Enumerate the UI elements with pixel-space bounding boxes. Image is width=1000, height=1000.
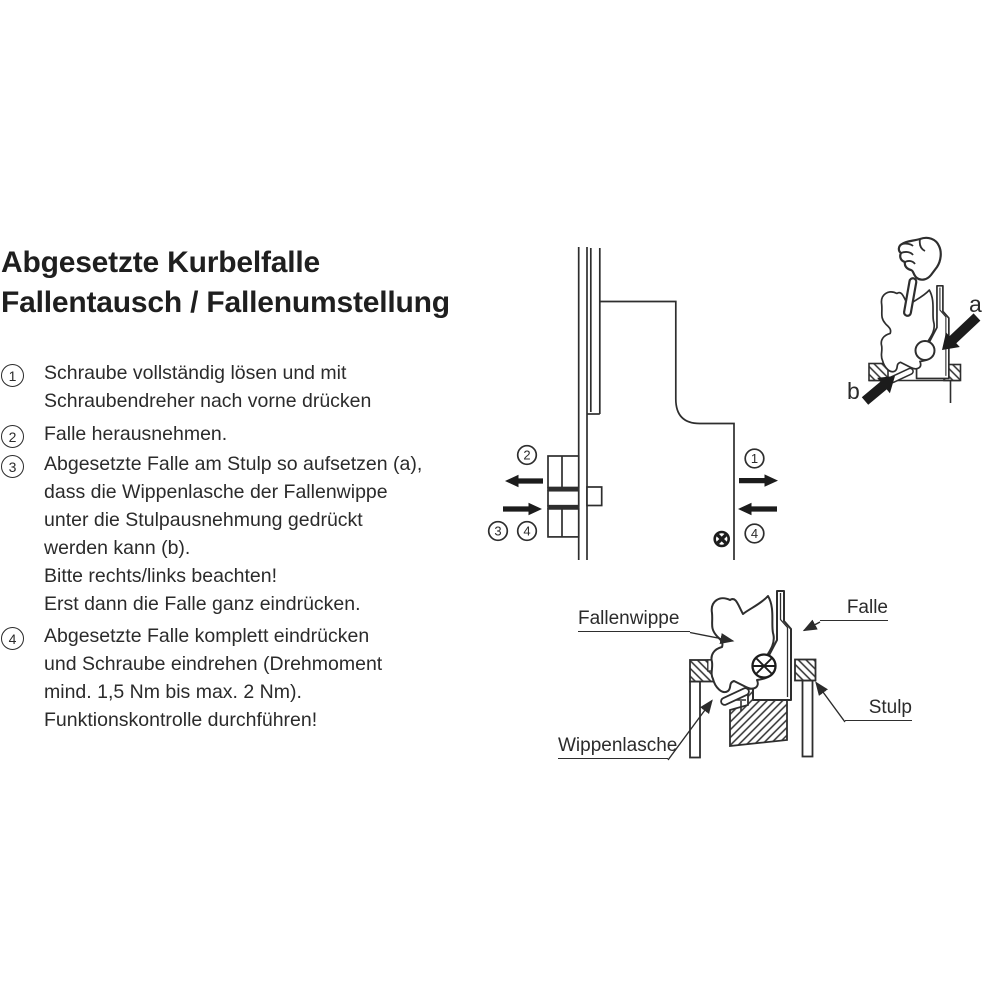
step-1-text xyxy=(44,359,371,415)
step-4-line: Abgesetzte Falle komplett eindrücken xyxy=(44,625,370,647)
label-a: a xyxy=(969,291,982,317)
callout-4-right: 4 xyxy=(750,526,759,541)
callout-4-left: 4 xyxy=(523,523,531,539)
step-4-number: 4 xyxy=(1,627,24,650)
label-wippenlasche: Wippenlasche xyxy=(558,735,668,759)
step-1-line: Schraubendreher nach vorne drücken xyxy=(44,390,372,412)
step-4-line: mind. 1,5 Nm bis max. 2 Nm). xyxy=(44,681,302,703)
step-3-line: Bitte rechts/links beachten! xyxy=(44,565,278,587)
leader-falle xyxy=(804,622,820,631)
screw-icon xyxy=(715,532,729,546)
title-line-2: Fallentausch / Fallenumstellung xyxy=(1,286,450,319)
latch-tail-stub xyxy=(587,487,602,506)
insertion-diagram xyxy=(843,233,1000,428)
step-1-number: 1 xyxy=(1,364,24,387)
leader-stulp xyxy=(816,683,845,723)
step-1-line: Schraube vollständig lösen und mit xyxy=(44,362,347,384)
arrow-right-in-icon xyxy=(503,503,542,515)
step-3-line: unter die Stulpausnehmung gedrückt xyxy=(44,509,363,531)
step-2-line: Falle herausnehmen. xyxy=(44,423,228,445)
step-callouts xyxy=(489,446,764,543)
lock-case-outline xyxy=(600,302,734,561)
latch-shape-small xyxy=(881,286,949,384)
screw-hole xyxy=(916,341,935,360)
step-3-line: werden kann (b). xyxy=(44,537,191,559)
label-stulp: Stulp xyxy=(845,697,912,721)
step-3-line: dass die Wippenlasche der Fallenwippe xyxy=(44,481,388,503)
label-falle: Falle xyxy=(820,597,888,621)
label-fallenwippe: Fallenwippe xyxy=(578,608,690,632)
step-4-line: und Schraube eindrehen (Drehmoment xyxy=(44,653,383,675)
step-3-line: Erst dann die Falle ganz eindrücken. xyxy=(44,593,361,615)
latch-front-view xyxy=(547,456,602,537)
stulp-profile-lines xyxy=(579,247,734,560)
step-2-number: 2 xyxy=(1,425,24,448)
callout-3: 3 xyxy=(494,523,502,539)
step-3-text xyxy=(44,450,422,618)
step-4-text xyxy=(44,622,382,734)
callout-2: 2 xyxy=(523,447,531,463)
step-3-line: Abgesetzte Falle am Stulp so aufsetzen (a), xyxy=(44,453,423,475)
page-title xyxy=(1,243,450,323)
arrow-right-out-icon xyxy=(739,474,778,486)
title-line-1: Abgesetzte Kurbelfalle xyxy=(1,246,321,279)
arrow-left-in-icon xyxy=(738,503,777,515)
step-4-line: Funktionskontrolle durchführen! xyxy=(44,709,318,731)
step-2-text xyxy=(44,420,227,448)
arrow-left-out-icon xyxy=(505,475,543,487)
callout-1: 1 xyxy=(750,451,759,466)
label-b: b xyxy=(847,378,860,404)
step-3-number: 3 xyxy=(1,455,24,478)
screw-cross-icon xyxy=(753,655,776,678)
latch-shape xyxy=(711,591,791,706)
direction-arrows xyxy=(503,474,778,515)
main-lock-diagram xyxy=(480,238,800,568)
